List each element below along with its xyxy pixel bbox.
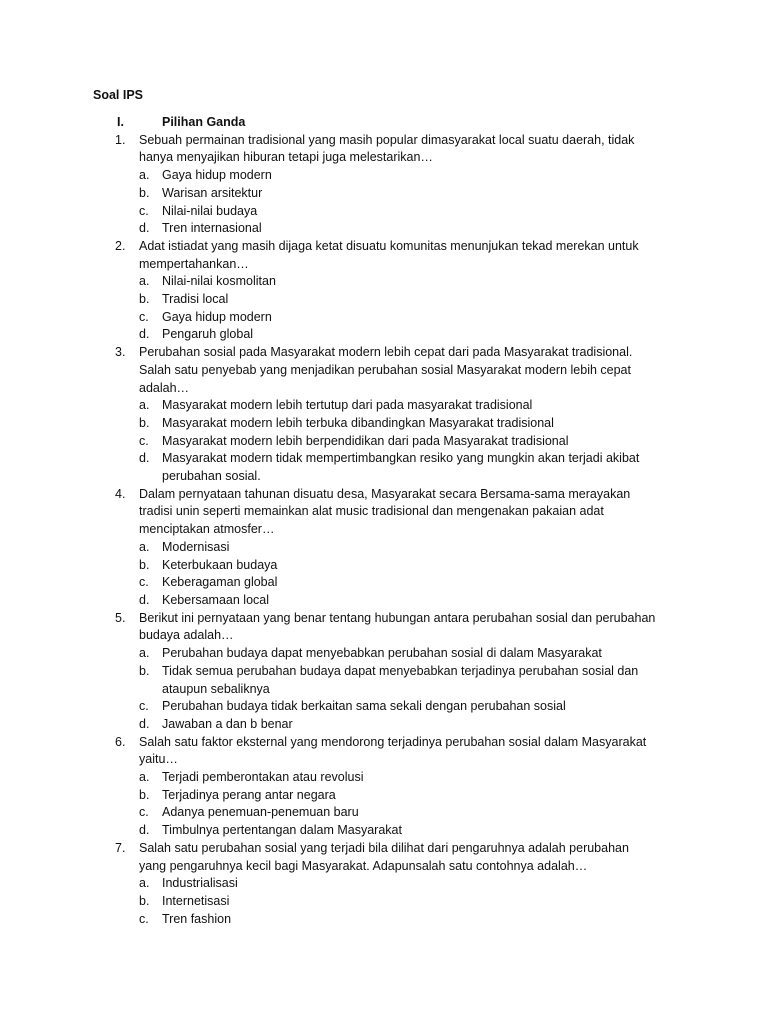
answer-option: [93, 415, 693, 433]
question-text: Dalam pernyataan tahunan disuatu desa, Masyarakat secara Bersama-sama merayakan: [139, 486, 631, 501]
question-number: [93, 521, 139, 539]
answer-option: [93, 433, 693, 451]
answer-option: [93, 557, 693, 575]
option-text: Masyarakat modern tidak mempertimbangkan resiko yang mungkin akan terjadi akibat: [162, 451, 640, 466]
question-line: [93, 486, 693, 504]
question-number: [93, 751, 139, 769]
section-number: I.: [117, 115, 124, 129]
option-letter: c.: [139, 911, 149, 926]
section-heading: [93, 114, 693, 132]
option-text: Masyarakat modern lebih berpendidikan dari pada Masyarakat tradisional: [162, 433, 569, 448]
option-text: Keterbukaan budaya: [162, 557, 278, 572]
option-text: Perubahan budaya tidak berkaitan sama sekali dengan perubahan sosial: [162, 699, 566, 714]
option-text: Nilai-nilai kosmolitan: [162, 274, 276, 289]
question-line: [93, 751, 693, 769]
option-letter: [139, 681, 162, 699]
option-letter: d.: [139, 592, 150, 607]
question-text: yaitu…: [139, 752, 178, 767]
option-letter: c.: [139, 575, 149, 590]
answer-option: [93, 309, 693, 327]
option-text: Tren fashion: [162, 911, 232, 926]
answer-option: [93, 291, 693, 309]
option-letter: a.: [139, 770, 150, 785]
question-number: 1.: [115, 132, 126, 147]
option-letter: [139, 468, 162, 486]
answer-option: [93, 681, 693, 699]
question-text: yang pengaruhnya kecil bagi Masyarakat. Adapunsalah satu contohnya adalah…: [139, 858, 588, 873]
option-letter: d.: [139, 716, 150, 731]
question-text: Berikut ini pernyataan yang benar tentang hubungan antara perubahan sosial dan perubahan: [139, 610, 656, 625]
option-letter: a.: [139, 876, 150, 891]
option-text: Tradisi local: [162, 292, 229, 307]
option-letter: d.: [139, 327, 150, 342]
option-text: Tren internasional: [162, 221, 262, 236]
option-text: Warisan arsitektur: [162, 185, 263, 200]
option-text: Terjadinya perang antar negara: [162, 787, 336, 802]
option-letter: a.: [139, 646, 150, 661]
question-number: [93, 256, 139, 274]
question-text: Salah satu perubahan sosial yang terjadi bila dilihat dari pengaruhnya adalah perubahan: [139, 840, 629, 855]
answer-option: [93, 787, 693, 805]
question-number: 7.: [115, 840, 126, 855]
option-text: Modernisasi: [162, 539, 230, 554]
option-letter: d.: [139, 823, 150, 838]
question-line: [93, 149, 693, 167]
option-letter: b.: [139, 893, 150, 908]
option-letter: c.: [139, 433, 149, 448]
question-text: Sebuah permainan tradisional yang masih popular dimasyarakat local suatu daerah, tidak: [139, 132, 635, 147]
option-text: Tidak semua perubahan budaya dapat menyebabkan terjadinya perubahan sosial dan: [162, 663, 639, 678]
option-letter: a.: [139, 168, 150, 183]
question-line: [93, 503, 693, 521]
question-line: [93, 344, 693, 362]
option-text: Timbulnya pertentangan dalam Masyarakat: [162, 823, 402, 838]
question-number: 4.: [115, 486, 126, 501]
option-text: Adanya penemuan-penemuan baru: [162, 805, 359, 820]
option-text: Internetisasi: [162, 893, 230, 908]
question-line: [93, 627, 693, 645]
question-text: mempertahankan…: [139, 256, 249, 271]
option-text: perubahan sosial.: [162, 469, 261, 484]
option-text: Masyarakat modern lebih tertutup dari pada masyarakat tradisional: [162, 398, 533, 413]
question-text: Salah satu faktor eksternal yang mendorong terjadinya perubahan sosial dalam Masyarakat: [139, 734, 647, 749]
answer-option: [93, 804, 693, 822]
answer-option: [93, 220, 693, 238]
question-text: hanya menyajikan hiburan tetapi juga melestarikan…: [139, 150, 433, 165]
option-text: Nilai-nilai budaya: [162, 203, 258, 218]
option-text: Jawaban a dan b benar: [162, 716, 293, 731]
answer-option: [93, 769, 693, 787]
option-letter: b.: [139, 557, 150, 572]
question-line: [93, 610, 693, 628]
answer-option: [93, 185, 693, 203]
option-letter: a.: [139, 539, 150, 554]
question-line: [93, 840, 693, 858]
answer-option: [93, 645, 693, 663]
question-line: [93, 858, 693, 876]
question-number: [93, 362, 139, 380]
option-letter: c.: [139, 203, 149, 218]
answer-option: [93, 911, 693, 929]
document-title: Soal IPS: [93, 88, 144, 102]
option-letter: d.: [139, 221, 150, 236]
section-label: Pilihan Ganda: [162, 115, 246, 129]
answer-option: [93, 698, 693, 716]
question-number: [93, 503, 139, 521]
answer-option: [93, 574, 693, 592]
question-text: Adat istiadat yang masih dijaga ketat disuatu komunitas menunjukan tekad merekan untuk: [139, 238, 639, 253]
answer-option: [93, 893, 693, 911]
question-number: 2.: [115, 238, 126, 253]
question-number: 3.: [115, 345, 126, 360]
question-text: menciptakan atmosfer…: [139, 522, 275, 537]
question-line: [93, 132, 693, 150]
option-letter: b.: [139, 292, 150, 307]
answer-option: [93, 450, 693, 468]
question-number: [93, 380, 139, 398]
option-text: Gaya hidup modern: [162, 309, 272, 324]
option-text: Industrialisasi: [162, 876, 238, 891]
option-text: Kebersamaan local: [162, 592, 270, 607]
answer-option: [93, 716, 693, 734]
option-text: ataupun sebaliknya: [162, 681, 270, 696]
answer-option: [93, 167, 693, 185]
option-letter: c.: [139, 309, 149, 324]
option-letter: b.: [139, 787, 150, 802]
option-text: Keberagaman global: [162, 575, 278, 590]
answer-option: [93, 468, 693, 486]
option-text: Masyarakat modern lebih terbuka dibandingkan Masyarakat tradisional: [162, 415, 554, 430]
question-text: Salah satu penyebab yang menjadikan perubahan sosial Masyarakat modern lebih cepat: [139, 362, 631, 377]
question-line: [93, 362, 693, 380]
answer-option: [93, 663, 693, 681]
option-letter: a.: [139, 398, 150, 413]
question-number: [93, 149, 139, 167]
question-line: [93, 521, 693, 539]
question-text: adalah…: [139, 380, 190, 395]
answer-option: [93, 203, 693, 221]
answer-option: [93, 539, 693, 557]
answer-option: [93, 822, 693, 840]
answer-option: [93, 592, 693, 610]
question-list: [93, 114, 693, 928]
question-number: [93, 858, 139, 876]
answer-option: [93, 273, 693, 291]
option-letter: a.: [139, 274, 150, 289]
option-text: Terjadi pemberontakan atau revolusi: [162, 770, 364, 785]
question-number: 6.: [115, 734, 126, 749]
option-letter: b.: [139, 663, 150, 678]
question-text: tradisi unin seperti memainkan alat music tradisional dan mengenakan pakaian adat: [139, 504, 604, 519]
question-text: budaya adalah…: [139, 628, 234, 643]
option-text: Gaya hidup modern: [162, 168, 272, 183]
answer-option: [93, 875, 693, 893]
option-letter: c.: [139, 699, 149, 714]
option-text: Pengaruh global: [162, 327, 254, 342]
question-line: [93, 256, 693, 274]
question-line: [93, 238, 693, 256]
question-line: [93, 380, 693, 398]
option-letter: b.: [139, 185, 150, 200]
question-number: [93, 627, 139, 645]
answer-option: [93, 397, 693, 415]
question-number: 5.: [115, 610, 126, 625]
question-line: [93, 734, 693, 752]
question-text: Perubahan sosial pada Masyarakat modern lebih cepat dari pada Masyarakat tradisional.: [139, 345, 633, 360]
option-letter: c.: [139, 805, 149, 820]
option-letter: d.: [139, 451, 150, 466]
option-text: Perubahan budaya dapat menyebabkan perubahan sosial di dalam Masyarakat: [162, 646, 602, 661]
option-letter: b.: [139, 415, 150, 430]
answer-option: [93, 326, 693, 344]
